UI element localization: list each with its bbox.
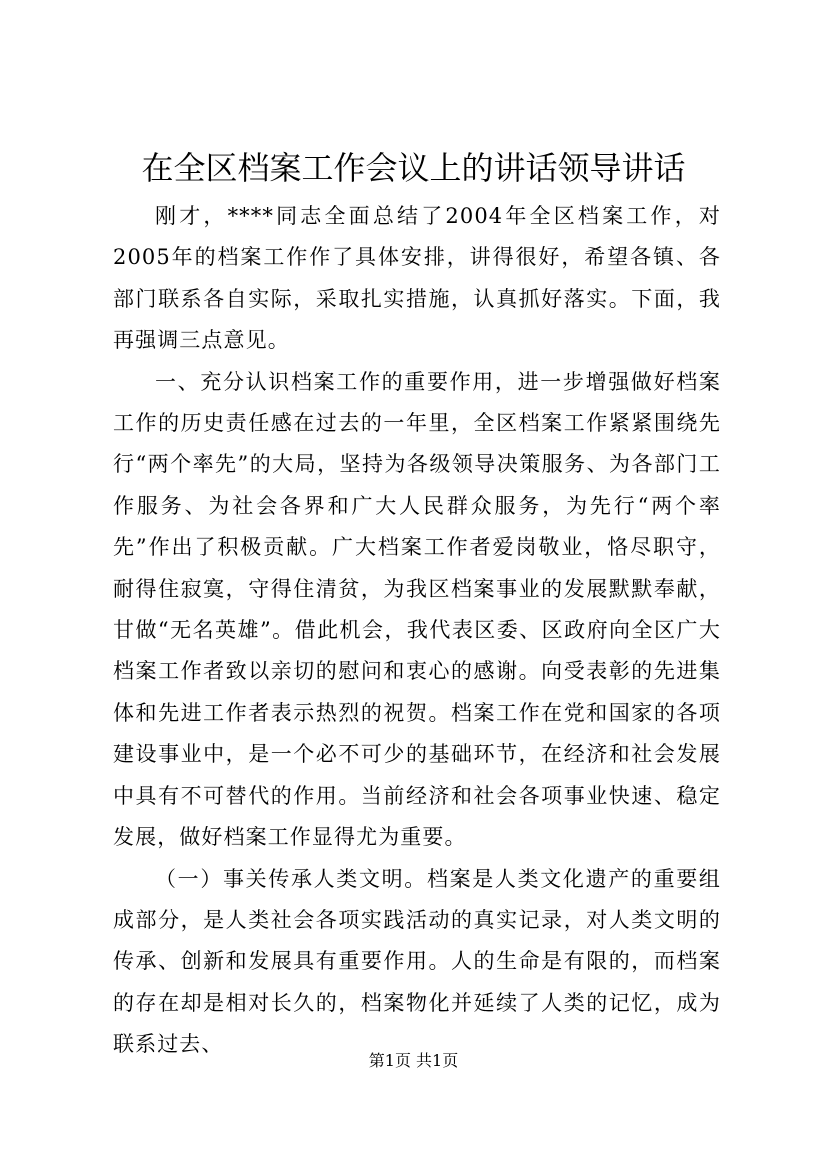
paragraph-intro: 刚才，****同志全面总结了2004年全区档案工作，对2005年的档案工作作了具体安排，讲得很好，希望各镇、各部门联系各自实际，采取扎实措施，认真抓好落实。下面，我再强调三点意见。 <box>113 204 721 353</box>
page-footer: 第1页 共1页 <box>368 1051 459 1070</box>
paragraph-section-one: 一、充分认识档案工作的重要作用，进一步增强做好档案工作的历史责任感在过去的一年里，全区档案工作紧紧围绕先行“两个率先”的大局，坚持为各级领导决策服务、为各部门工作服务、为社会各界和广大人民群众服务，为先行“两个率先”作出了积极贡献。广大档案工作者爱岗敬业，恪尽职守，耐得住寂寞，守得住清贫，为我区档案事业的发展默默奉献，甘做“无名英雄”。借此机会，我代表区委、区政府向全区广大档案工作者致以亲切的慰问和衷心的感谢。向受表彰的先进集体和先进工作者表示热烈的祝贺。档案工作在党和国家的各项建设事业中，是一个必不可少的基础环节，在经济和社会发展中具有不可替代的作用。当前经济和社会各项事业快速、稳定发展，做好档案工作显得尤为重要。 <box>113 369 721 850</box>
paragraph-subsection-one: （一）事关传承人类文明。档案是人类文化遗产的重要组成部分，是人类社会各项实践活动的真实记录，对人类文明的传承、创新和发展具有重要作用。人的生命是有限的，而档案的存在却是相对长久的，档案物化并延续了人类的记忆，成为联系过去、 <box>113 866 721 1057</box>
document-title: 在全区档案工作会议上的讲话领导讲话 <box>141 149 686 187</box>
document-body <box>113 196 721 1066</box>
